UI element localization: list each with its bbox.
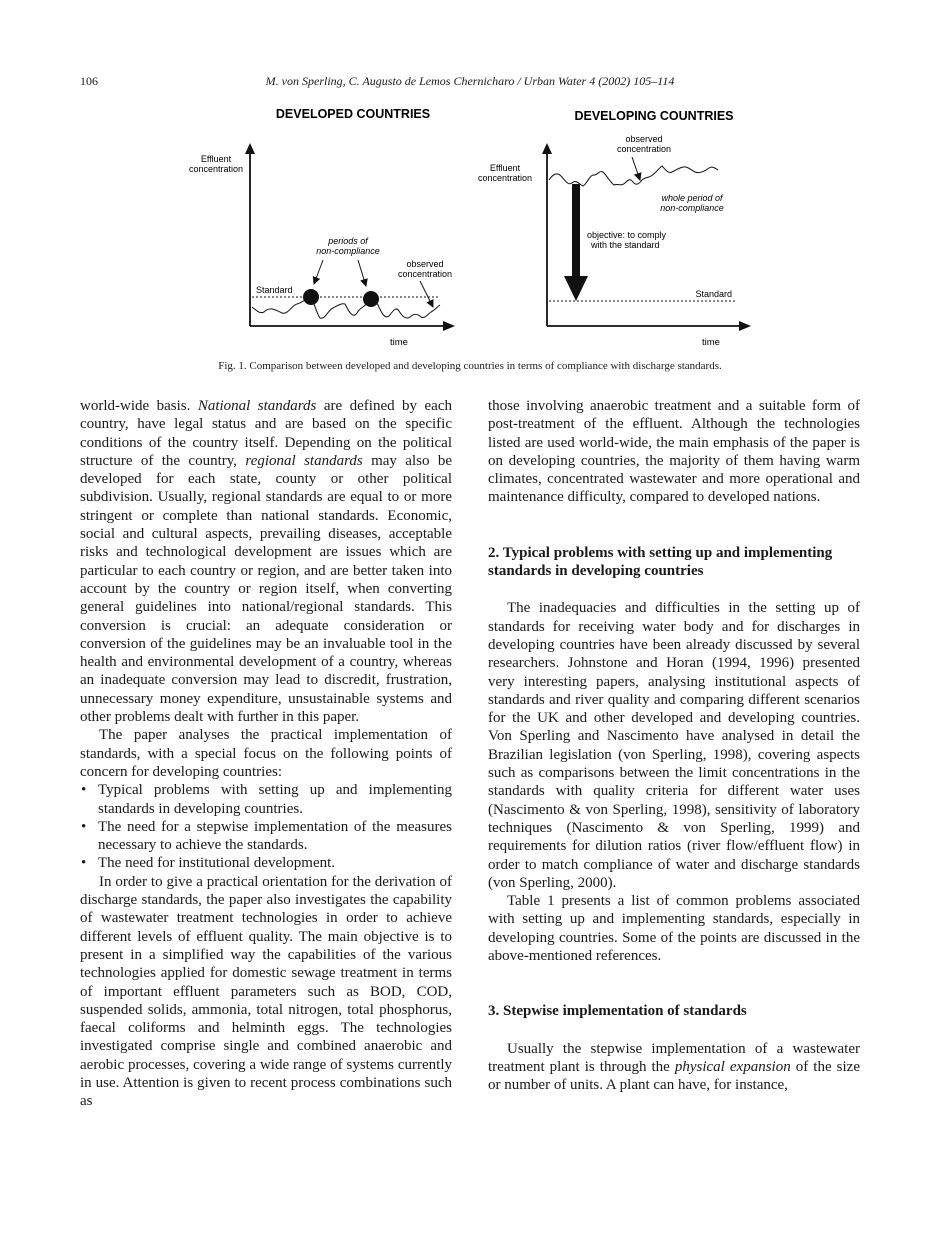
- left-noncompliance-dot-1: [303, 289, 319, 305]
- left-panel-title: DEVELOPED COUNTRIES: [275, 107, 431, 121]
- left-periods-label-line2: non-compliance: [316, 246, 380, 256]
- right-objective-line2: with the standard: [591, 240, 660, 250]
- left-standard-label: Standard: [256, 285, 293, 295]
- running-header: [80, 74, 860, 92]
- list-item: • Typical problems with setting up and implementing standards in developing countries.: [81, 782, 452, 817]
- left-x-axis-arrowhead: [443, 321, 455, 331]
- right-y-label-line2: concentration: [477, 173, 533, 183]
- list-item: • The need for a stepwise implementation of the measures necessary to achieve the standards.: [81, 818, 452, 854]
- left-observed-arrow: [420, 281, 433, 307]
- right-objective-arrow-head: [564, 276, 588, 301]
- page-number: 106: [80, 74, 98, 88]
- left-x-label: time: [390, 337, 408, 348]
- right-column: [488, 397, 860, 1095]
- right-y-label-line1: Effluent: [489, 163, 521, 173]
- concerns-list: [80, 781, 452, 872]
- right-paragraph-4: Usually the stepwise implementation of a wastewater treatment plant is through the physical expansion of the size or number of units. A plant can have, for instance,: [488, 1040, 860, 1094]
- left-observed-label-line2: concentration: [397, 269, 453, 279]
- right-observed-curve: [549, 166, 718, 186]
- right-whole-period-line2: non-compliance: [660, 203, 724, 213]
- left-periods-arrow-1: [314, 260, 323, 284]
- right-observed-label-line2: concentration: [616, 144, 672, 154]
- right-objective-line1: objective: to comply: [587, 230, 667, 240]
- left-paragraph-3: In order to give a practical orientation for the derivation of discharge standards, the paper also investigates the capability of wastewater treatment technologies in order to achieve different levels of effluent quality. The main objective is to present in a simplified way the capabilities of the various technologies applied for domestic sewage treatment in terms of important effluent parameters such as BOD, COD, suspended solids, ammonia, total nitrogen, total phosphorus, faecal coliforms and helminth eggs. The technologies investigated comprise single and combined anaerobic and aerobic processes, covering a wide range of systems currently in use. Attention is given to recent process combinations such as: [80, 873, 452, 1110]
- figure-caption: Fig. 1. Comparison between developed and developing countries in terms of compliance with discharge standards.: [218, 360, 722, 372]
- right-panel-title: DEVELOPING COUNTRIES: [574, 109, 734, 123]
- right-x-label: time: [702, 337, 720, 348]
- left-paragraph-1: world-wide basis. National standards are defined by each country, have legal status and are based on the specific conditions of the country itself. Depending on the political structure of the country, regional standards may also be developed for each state, county or other political subdivision. Usually, regional standards are equal to or more stringent or complete than national standards. Economic, social and cultural aspects, prevailing diseases, acceptable risks and technological development are issues which are particular to each country or region, and are better taken into account by the country or region itself, when converting general guidelines into national/regional standards. This conversion is crucial: an adequate consideration or conversion of the guidelines may be an invaluable tool in the health and environmental development of a country, whereas an inadequate conversion may lead to discredit, frustration, unnecessary money expenditure, unsustainable systems and other problems dealt with further in this paper.: [80, 398, 452, 726]
- list-item: • The need for institutional development.: [81, 855, 336, 872]
- right-x-axis-arrowhead: [739, 321, 751, 331]
- right-y-axis-arrowhead: [542, 143, 552, 154]
- right-standard-label: Standard: [695, 289, 732, 299]
- right-paragraph-2: The inadequacies and difficulties in the setting up of standards for receiving water body and for discharges in developing countries have been already discussed by several researchers. Johnstone and Horan (1994, 1996) presented very interesting papers, analysing institutional aspects of standards and river quality and comparing different scenarios for the UK and other developed and developing countries. Von Sperling and Nascimento have analysed in detail the Brazilian legislation (von Sperling, 1998), covering aspects such as comparisons between the limit concentrations in the standards with quality criteria for different water uses (Nascimento & von Sperling, 1998), sensitivity of laboratory techniques (Nascimento & von Sperling, 1999) and requirements for dilution ratios (river flow/effluent flow) in order to match compliance of water and discharge standards (von Sperling, 2000).: [488, 600, 860, 891]
- left-y-label-line1: Effluent: [200, 154, 232, 164]
- left-column: [80, 397, 452, 1111]
- section-2-heading: 2. Typical problems with setting up and implementing standards in developing countries: [488, 544, 833, 580]
- left-observed-label-line1: observed: [406, 259, 444, 269]
- left-noncompliance-dot-2: [363, 291, 379, 307]
- left-y-label-line2: concentration: [188, 164, 244, 174]
- figure-1-svg: [175, 100, 775, 355]
- right-paragraph-3: Table 1 presents a list of common problems associated with setting up and implementing standards, especially in developing countries. Some of the points are discussed in the above-mentioned references.: [488, 893, 860, 965]
- left-periods-arrow-2: [358, 260, 366, 286]
- right-observed-arrow: [632, 157, 640, 180]
- right-objective-arrow-shaft: [572, 184, 580, 276]
- running-head: M. von Sperling, C. Augusto de Lemos Chernicharo / Urban Water 4 (2002) 105–114: [265, 74, 675, 88]
- right-whole-period-line1: whole period of: [661, 193, 723, 203]
- left-observed-curve: [252, 297, 440, 318]
- left-y-axis-arrowhead: [245, 143, 255, 154]
- right-observed-label-line1: observed: [625, 134, 663, 144]
- right-paragraph-1: those involving anaerobic treatment and a suitable form of post-treatment of the effluent. Although the technologies listed are used world-wide, the main emphasis of the paper is on developing countries, the majority of them having warm climates, concentrated wastewater and more operational and maintenance difficulty, compared to developed nations.: [488, 398, 860, 506]
- left-paragraph-2: The paper analyses the practical implementation of standards, with a special focus on the following points of concern for developing countries:: [80, 727, 452, 780]
- left-periods-label-line1: periods of: [328, 236, 368, 246]
- figure-1: [175, 100, 775, 355]
- section-3-heading: 3. Stepwise implementation of standards: [488, 1003, 747, 1020]
